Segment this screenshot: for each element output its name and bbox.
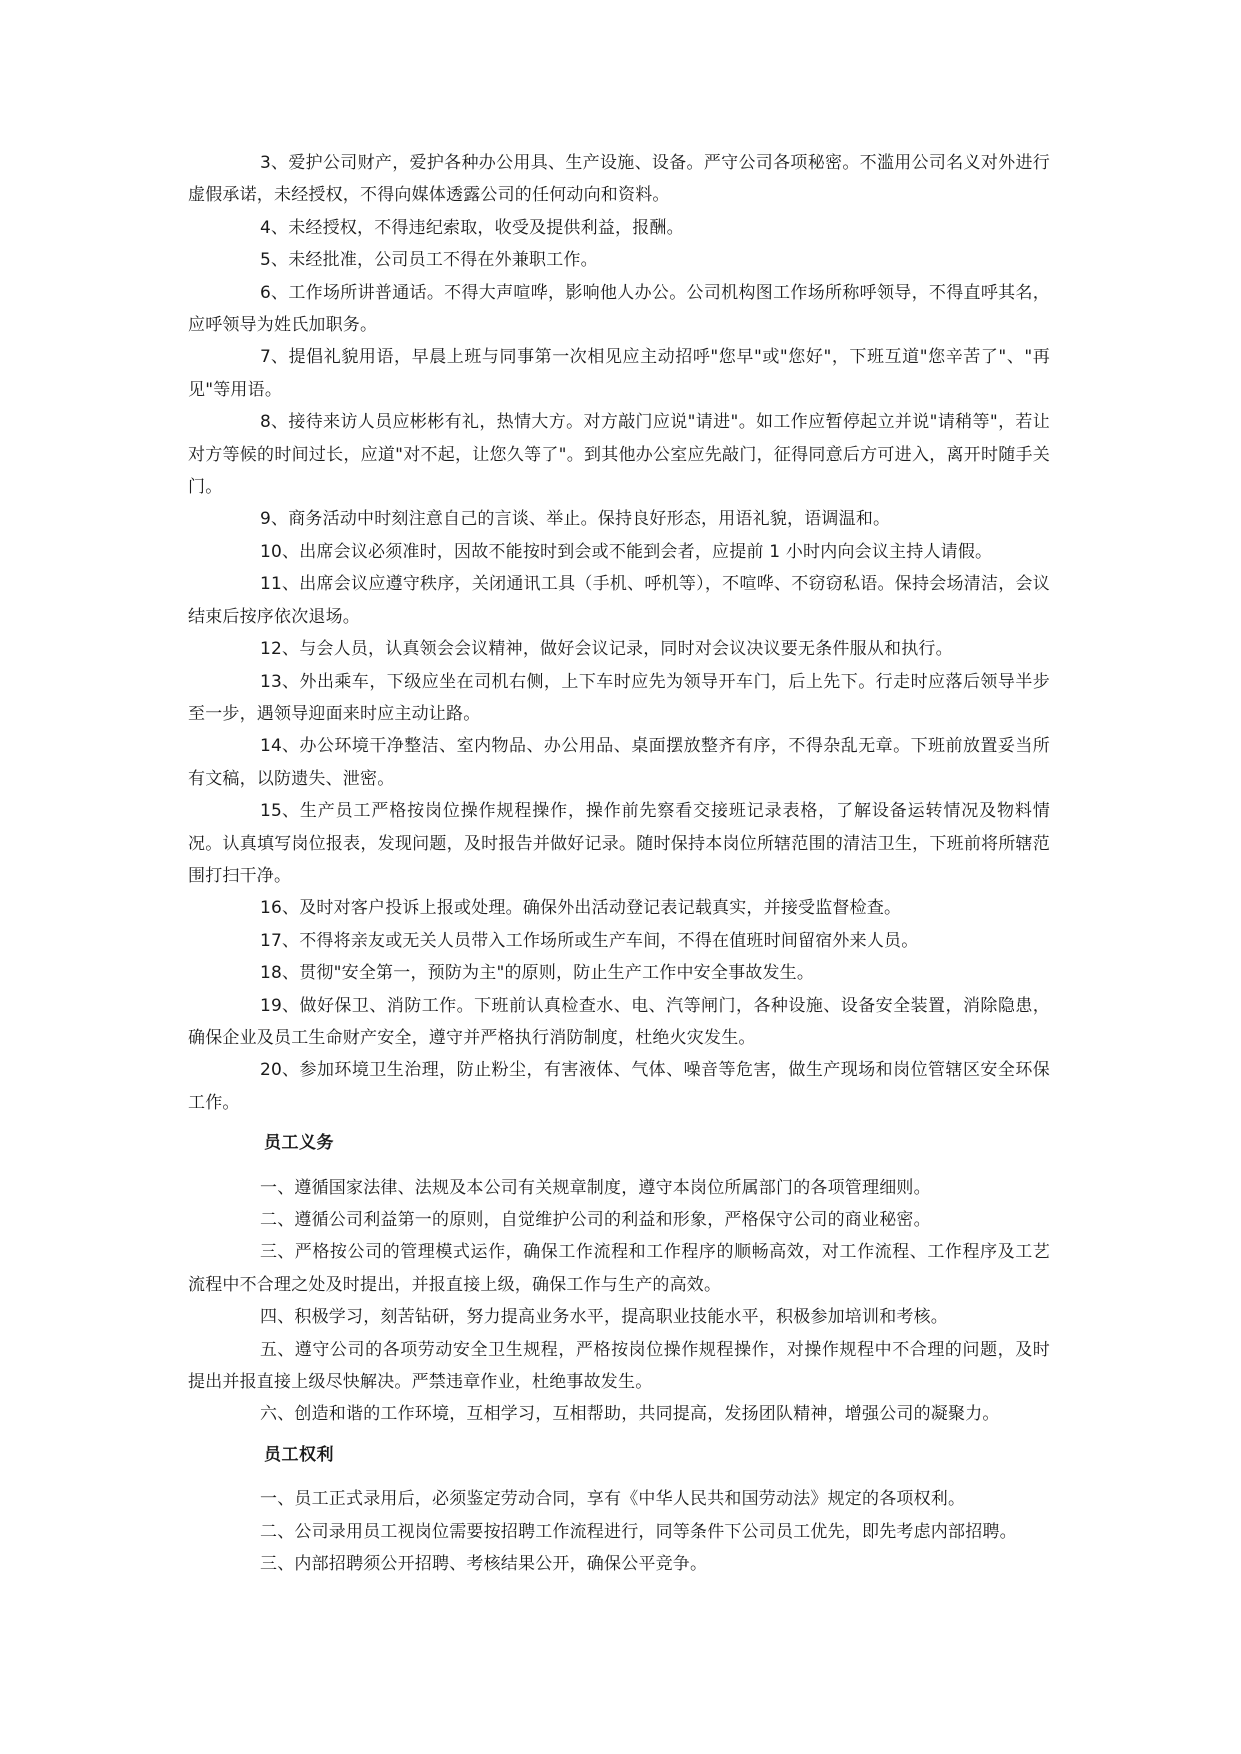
duty-item bbox=[188, 1236, 1050, 1301]
rule-text: 出席会议必须准时，因故不能按时到会或不能到会者，应提前 1 小时内向会议主持人请假。 bbox=[299, 541, 993, 562]
document-body bbox=[188, 147, 1050, 1580]
rule-number: 17、 bbox=[260, 930, 300, 951]
right-number: 二、 bbox=[260, 1521, 295, 1542]
duty-text: 严格按公司的管理模式运作，确保工作流程和工作程序的顺畅高效，对工作流程、工作程序及工艺流程中不合理之处及时提出，并报直接上级，确保工作与生产的高效。 bbox=[188, 1242, 1050, 1295]
rule-item bbox=[188, 633, 1050, 665]
rule-text: 不得将亲友或无关人员带入工作场所或生产车间，不得在值班时间留宿外来人员。 bbox=[299, 930, 919, 951]
right-item bbox=[188, 1548, 1050, 1580]
rule-number: 3、 bbox=[260, 153, 289, 173]
duty-item bbox=[188, 1398, 1050, 1430]
rule-item bbox=[188, 406, 1050, 503]
rule-text: 爱护公司财产，爱护各种办公用具、生产设施、设备。严守公司各项秘密。不滥用公司名义对外进行虚假承诺，未经授权，不得向媒体透露公司的任何动向和资料。 bbox=[188, 153, 1050, 206]
rule-item bbox=[188, 795, 1050, 892]
rules-list bbox=[188, 147, 1050, 1119]
rule-item bbox=[188, 925, 1050, 957]
rule-item bbox=[188, 503, 1050, 535]
rule-number: 7、 bbox=[260, 347, 289, 368]
rule-number: 5、 bbox=[260, 250, 289, 271]
rule-text: 与会人员，认真领会会议精神，做好会议记录，同时对会议决议要无条件服从和执行。 bbox=[299, 639, 953, 660]
duty-item bbox=[188, 1204, 1050, 1236]
right-number: 三、 bbox=[260, 1554, 295, 1575]
rule-number: 11、 bbox=[260, 574, 300, 595]
rule-number: 15、 bbox=[260, 801, 300, 822]
rule-item bbox=[188, 957, 1050, 989]
duty-number: 三、 bbox=[260, 1242, 295, 1263]
rule-item bbox=[188, 536, 1050, 568]
duty-text: 创造和谐的工作环境，互相学习，互相帮助，共同提高，发扬团队精神，增强公司的凝聚力。 bbox=[294, 1404, 1000, 1425]
right-item bbox=[188, 1483, 1050, 1515]
right-text: 员工正式录用后，必须鉴定劳动合同，享有《中华人民共和国劳动法》规定的各项权利。 bbox=[294, 1489, 966, 1510]
rule-item bbox=[188, 892, 1050, 924]
rule-item bbox=[188, 666, 1050, 731]
rule-text: 生产员工严格按岗位操作规程操作，操作前先察看交接班记录表格，了解设备运转情况及物料情况。认真填写岗位报表，发现问题，及时报告并做好记录。随时保持本岗位所辖范围的清洁卫生，下班前将所辖范围打扫干净。 bbox=[188, 801, 1050, 886]
right-number: 一、 bbox=[260, 1489, 295, 1510]
duty-text: 遵循国家法律、法规及本公司有关规章制度，遵守本岗位所属部门的各项管理细则。 bbox=[294, 1177, 931, 1198]
rule-number: 12、 bbox=[260, 639, 300, 660]
rights-list bbox=[188, 1483, 1050, 1580]
rule-number: 8、 bbox=[260, 412, 289, 433]
rule-item bbox=[188, 990, 1050, 1055]
rule-number: 4、 bbox=[260, 217, 289, 238]
rule-item bbox=[188, 568, 1050, 633]
duty-number: 一、 bbox=[260, 1177, 295, 1198]
duty-item bbox=[188, 1334, 1050, 1399]
rule-item bbox=[188, 1054, 1050, 1119]
duty-item bbox=[188, 1172, 1050, 1204]
rule-text: 接待来访人员应彬彬有礼，热情大方。对方敲门应说"请进"。如工作应暂停起立并说"请稍等"，若让对方等候的时间过长，应道"对不起，让您久等了"。到其他办公室应先敲门，征得同意后方可进入，离开时随手关门。 bbox=[188, 412, 1050, 498]
rule-text: 办公环境干净整洁、室内物品、办公用品、桌面摆放整齐有序，不得杂乱无章。下班前放置妥当所有文稿，以防遗失、泄密。 bbox=[188, 736, 1050, 789]
rule-text: 未经授权，不得违纪索取，收受及提供利益，报酬。 bbox=[288, 217, 684, 238]
duty-number: 六、 bbox=[260, 1404, 295, 1425]
rule-number: 13、 bbox=[260, 671, 300, 692]
rule-text: 未经批准，公司员工不得在外兼职工作。 bbox=[288, 250, 598, 271]
duty-number: 五、 bbox=[260, 1339, 295, 1360]
rule-item bbox=[188, 277, 1050, 342]
rule-number: 10、 bbox=[260, 541, 300, 562]
rule-text: 参加环境卫生治理，防止粉尘，有害液体、气体、噪音等危害，做生产现场和岗位管辖区安全环保工作。 bbox=[188, 1060, 1050, 1113]
rule-item bbox=[188, 730, 1050, 795]
rule-number: 16、 bbox=[260, 898, 300, 919]
rule-text: 外出乘车，下级应坐在司机右侧，上下车时应先为领导开车门，后上先下。行走时应落后领导半步至一步，遇领导迎面来时应主动让路。 bbox=[188, 671, 1050, 724]
duty-text: 遵循公司利益第一的原则，自觉维护公司的利益和形象，严格保守公司的商业秘密。 bbox=[294, 1210, 931, 1230]
rule-text: 出席会议应遵守秩序，关闭通讯工具（手机、呼机等），不喧哗、不窃窃私语。保持会场清洁，会议结束后按序依次退场。 bbox=[188, 574, 1050, 627]
duty-number: 四、 bbox=[260, 1307, 295, 1328]
section-heading-duties: 员工义务 bbox=[264, 1133, 334, 1154]
rule-text: 贯彻"安全第一，预防为主"的原则，防止生产工作中安全事故发生。 bbox=[299, 963, 815, 984]
rule-text: 及时对客户投诉上报或处理。确保外出活动登记表记载真实，并接受监督检查。 bbox=[299, 898, 902, 919]
duties-list bbox=[188, 1172, 1050, 1431]
duty-text: 积极学习，刻苦钻研，努力提高业务水平，提高职业技能水平，积极参加培训和考核。 bbox=[294, 1307, 949, 1328]
right-text: 内部招聘须公开招聘、考核结果公开，确保公平竞争。 bbox=[294, 1554, 708, 1575]
section-heading-rights: 员工权利 bbox=[264, 1444, 334, 1465]
duty-number: 二、 bbox=[260, 1210, 295, 1230]
duty-text: 遵守公司的各项劳动安全卫生规程，严格按岗位操作规程操作，对操作规程中不合理的问题，及时提出并报直接上级尽快解决。严禁违章作业，杜绝事故发生。 bbox=[188, 1339, 1050, 1393]
right-text: 公司录用员工视岗位需要按招聘工作流程进行，同等条件下公司员工优先，即先考虑内部招聘。 bbox=[294, 1521, 1017, 1542]
rule-number: 20、 bbox=[260, 1060, 300, 1081]
rule-item bbox=[188, 147, 1050, 212]
rule-number: 6、 bbox=[260, 282, 289, 303]
rule-item bbox=[188, 212, 1050, 244]
rule-item bbox=[188, 341, 1050, 406]
rule-text: 商务活动中时刻注意自己的言谈、举止。保持良好形态，用语礼貌，语调温和。 bbox=[288, 509, 891, 530]
rule-text: 做好保卫、消防工作。下班前认真检查水、电、汽等闸门，各种设施、设备安全装置，消除隐患，确保企业及员工生命财产安全，遵守并严格执行消防制度，杜绝火灾发生。 bbox=[188, 995, 1050, 1048]
rule-number: 18、 bbox=[260, 963, 300, 984]
rule-text: 提倡礼貌用语，早晨上班与同事第一次相见应主动招呼"您早"或"您好"，下班互道"您辛苦了"、"再见"等用语。 bbox=[188, 347, 1050, 400]
rule-text: 工作场所讲普通话。不得大声喧哗，影响他人办公。公司机构图工作场所称呼领导，不得直呼其名，应呼领导为姓氏加职务。 bbox=[188, 282, 1050, 336]
rule-item bbox=[188, 244, 1050, 276]
duty-item bbox=[188, 1301, 1050, 1333]
rule-number: 14、 bbox=[260, 736, 300, 757]
rule-number: 19、 bbox=[260, 995, 300, 1016]
rule-number: 9、 bbox=[260, 509, 289, 530]
right-item bbox=[188, 1516, 1050, 1548]
